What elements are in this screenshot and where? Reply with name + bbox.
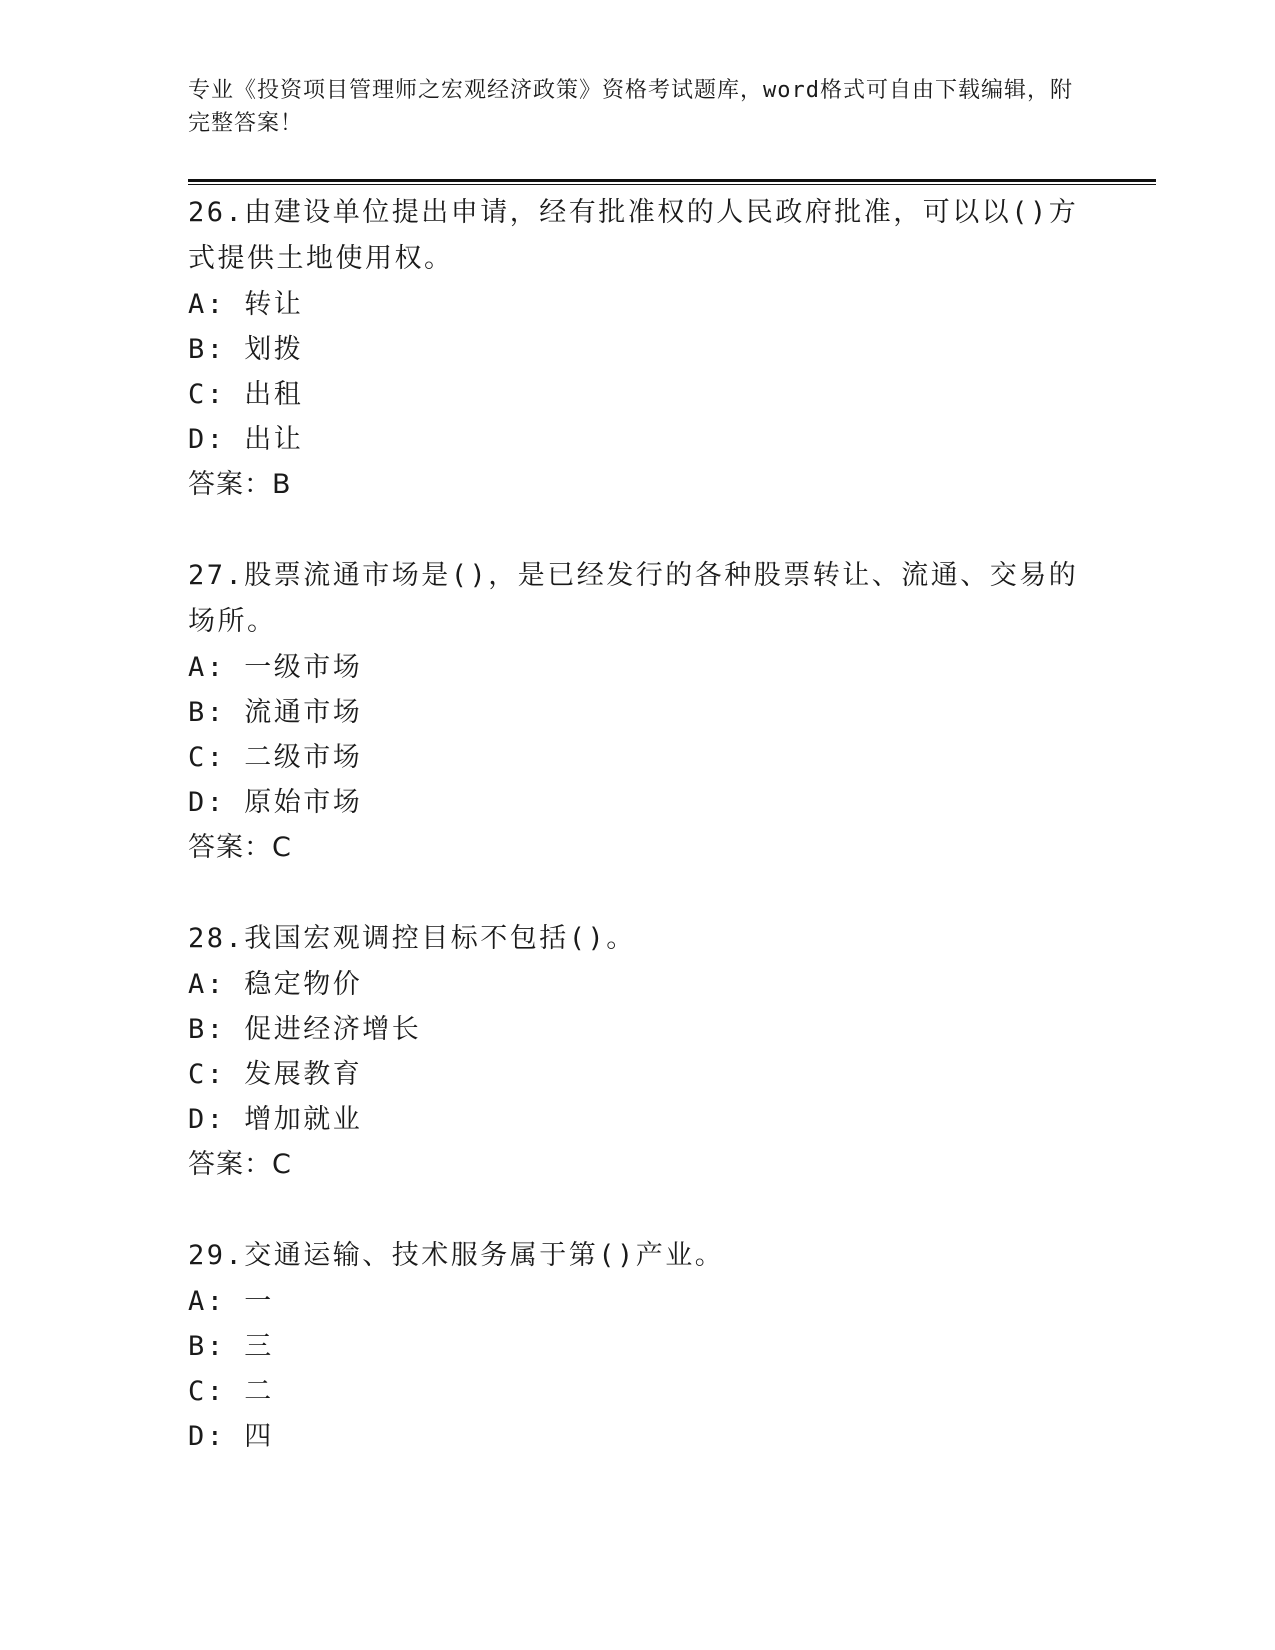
- header-divider-thin: [188, 184, 1156, 185]
- option-a: A: 一级市场: [188, 652, 363, 683]
- option-b: B: 促进经济增长: [188, 1014, 422, 1045]
- option-d: D: 增加就业: [188, 1104, 363, 1135]
- answer-line: 答案：C: [188, 1149, 292, 1180]
- question-26: [188, 190, 1088, 508]
- question-27: [188, 553, 1088, 871]
- option-b: B: 划拨: [188, 334, 304, 365]
- answer-line: 答案：B: [188, 469, 292, 500]
- question-stem: 28.我国宏观调控目标不包括()。: [188, 923, 636, 954]
- option-d: D: 原始市场: [188, 787, 363, 818]
- option-a: A: 一: [188, 1286, 274, 1317]
- question-list: [188, 190, 1088, 1504]
- question-stem: 29.交通运输、技术服务属于第()产业。: [188, 1240, 725, 1271]
- option-c: C: 发展教育: [188, 1059, 363, 1090]
- option-b: B: 流通市场: [188, 697, 363, 728]
- option-c: C: 出租: [188, 379, 304, 410]
- option-a: A: 稳定物价: [188, 969, 363, 1000]
- option-d: D: 四: [188, 1421, 274, 1452]
- option-c: C: 二: [188, 1376, 274, 1407]
- question-29: [188, 1233, 1088, 1459]
- option-c: C: 二级市场: [188, 742, 363, 773]
- option-b: B: 三: [188, 1331, 274, 1362]
- option-a: A: 转让: [188, 289, 304, 320]
- header-divider-thick: [188, 179, 1156, 182]
- document-header: 专业《投资项目管理师之宏观经济政策》资格考试题库，word格式可自由下载编辑，附完整答案！: [188, 78, 1073, 136]
- answer-line: 答案：C: [188, 832, 292, 863]
- question-28: [188, 916, 1088, 1188]
- question-stem: 27.股票流通市场是()，是已经发行的各种股票转让、流通、交易的场所。: [188, 560, 1079, 637]
- option-d: D: 出让: [188, 424, 304, 455]
- question-stem: 26.由建设单位提出申请，经有批准权的人民政府批准，可以以()方式提供土地使用权。: [188, 197, 1079, 274]
